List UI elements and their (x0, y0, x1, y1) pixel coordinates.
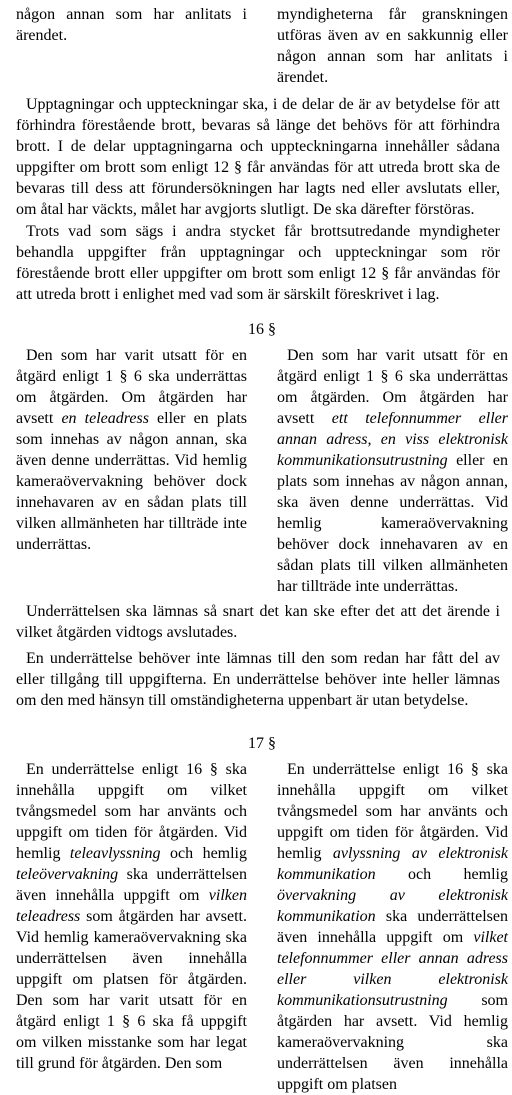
full-width-section-1 (16, 94, 500, 305)
section-16-left-text: Den som har varit utsatt för en åtgärd enligt 1 § 6 ska underrättas om åtgärden. Om åtgärden har avsett en teleadress eller en plats som innehas av någon annan, ska även denne underrättas. Vid hemlig kameraövervakning behöver dock innehavaren av en sådan plats till vilken allmänheten har tillträde inte underrättas. (16, 347, 247, 553)
section-16-right-text: Den som har varit utsatt för en åtgärd enligt 1 § 6 ska underrättas om åtgärden. Om åtgärden har avsett ett telefonnummer eller annan adress, en viss elektronisk kommunikationsutrustning eller en plats som innehas av någon annan, ska även denne underrättas. Vid hemlig kameraövervakning behöver dock innehavaren av en sådan plats till vilken allmänheten har tillträde inte underrättas. (277, 347, 508, 595)
section-17-right-text: En underrättelse enligt 16 § ska innehålla uppgift om vilket tvångsmedel som har använts och uppgift om tiden för åtgärden. Vid hemlig avlyssning av elektronisk kommunikation och hemlig övervakning av elektronisk kommunikation ska underrättelsen även innehålla uppgift om vilket telefonnummer eller annan adress eller vilken elektronisk kommunikationsutrustning som åtgärden har avsett. Vid hemlig kameraövervakning ska underrättelsen även innehålla uppgift om platsen (277, 761, 508, 1093)
paragraph-trots: Trots vad som sägs i andra stycket får brottsutredande myndigheter behandla uppgifter från upptagningar och uppteckningar som rör förestående brott eller uppgifter om brott som enligt 12 § får användas för att utreda brott i enlighet med vad som är särskilt föreskrivet i lag. (16, 223, 500, 303)
section-16-right-column (277, 345, 508, 597)
top-right-text: myndigheterna får granskningen utföras även av en sakkunnig eller någon annan som har anlitats i ärendet. (277, 6, 508, 86)
top-left-text: någon annan som har anlitats i ärendet. (16, 6, 247, 44)
paragraph-bevarande: Upptagningar och uppteckningar ska, i de delar de är av betydelse för att förhindra förestående brott, bevaras så länge det behövs för att förhindra brott. I de delar upptagningarna och uppteckningarna innehåller sådana uppgifter om brott som enligt 12 § får användas för att utreda brott ska de bevaras till dess att förundersökningen har lagts ned eller avslutats eller, om åtal har väckts, målet har avgjorts slutligt. De ska därefter förstöras. (16, 96, 500, 218)
paragraph-underrattelse-undantag: En underrättelse behöver inte lämnas till den som redan har fått del av eller tillgång till uppgifterna. En underrättelse behöver inte heller lämnas om den med hänsyn till omständigheterna uppenbart är utan betydelse. (16, 650, 500, 709)
section-17-left-column (16, 759, 247, 1095)
section-17-right-column (277, 759, 508, 1095)
section-heading-16: 16 § (248, 321, 276, 338)
section-16-columns (16, 345, 508, 597)
full-width-section-2 (16, 601, 500, 711)
top-right-column (277, 4, 508, 88)
section-16-left-column (16, 345, 247, 597)
top-columns (16, 4, 508, 88)
section-heading-17: 17 § (248, 735, 276, 752)
section-17-left-text: En underrättelse enligt 16 § ska innehålla uppgift om vilket tvångsmedel som har använts och uppgift om tiden för åtgärden. Vid hemlig teleavlyssning och hemlig teleövervakning ska underrättelsen även innehålla uppgift om vilken teleadress som åtgärden har avsett. Vid hemlig kameraövervakning ska underrättelsen även innehålla uppgift om platsen för åtgärden. Den som har varit utsatt för en åtgärd enligt 1 § 6 ska få uppgift om vilken misstanke som har legat till grund för åtgärden. Den som (16, 761, 248, 1072)
document-page (16, 0, 508, 1095)
section-17-columns (16, 759, 508, 1095)
paragraph-underrattelse-tid: Underrättelsen ska lämnas så snart det kan ske efter det att det ärende i vilket åtgärden vidtogs avslutades. (16, 603, 500, 641)
top-left-column (16, 4, 247, 88)
